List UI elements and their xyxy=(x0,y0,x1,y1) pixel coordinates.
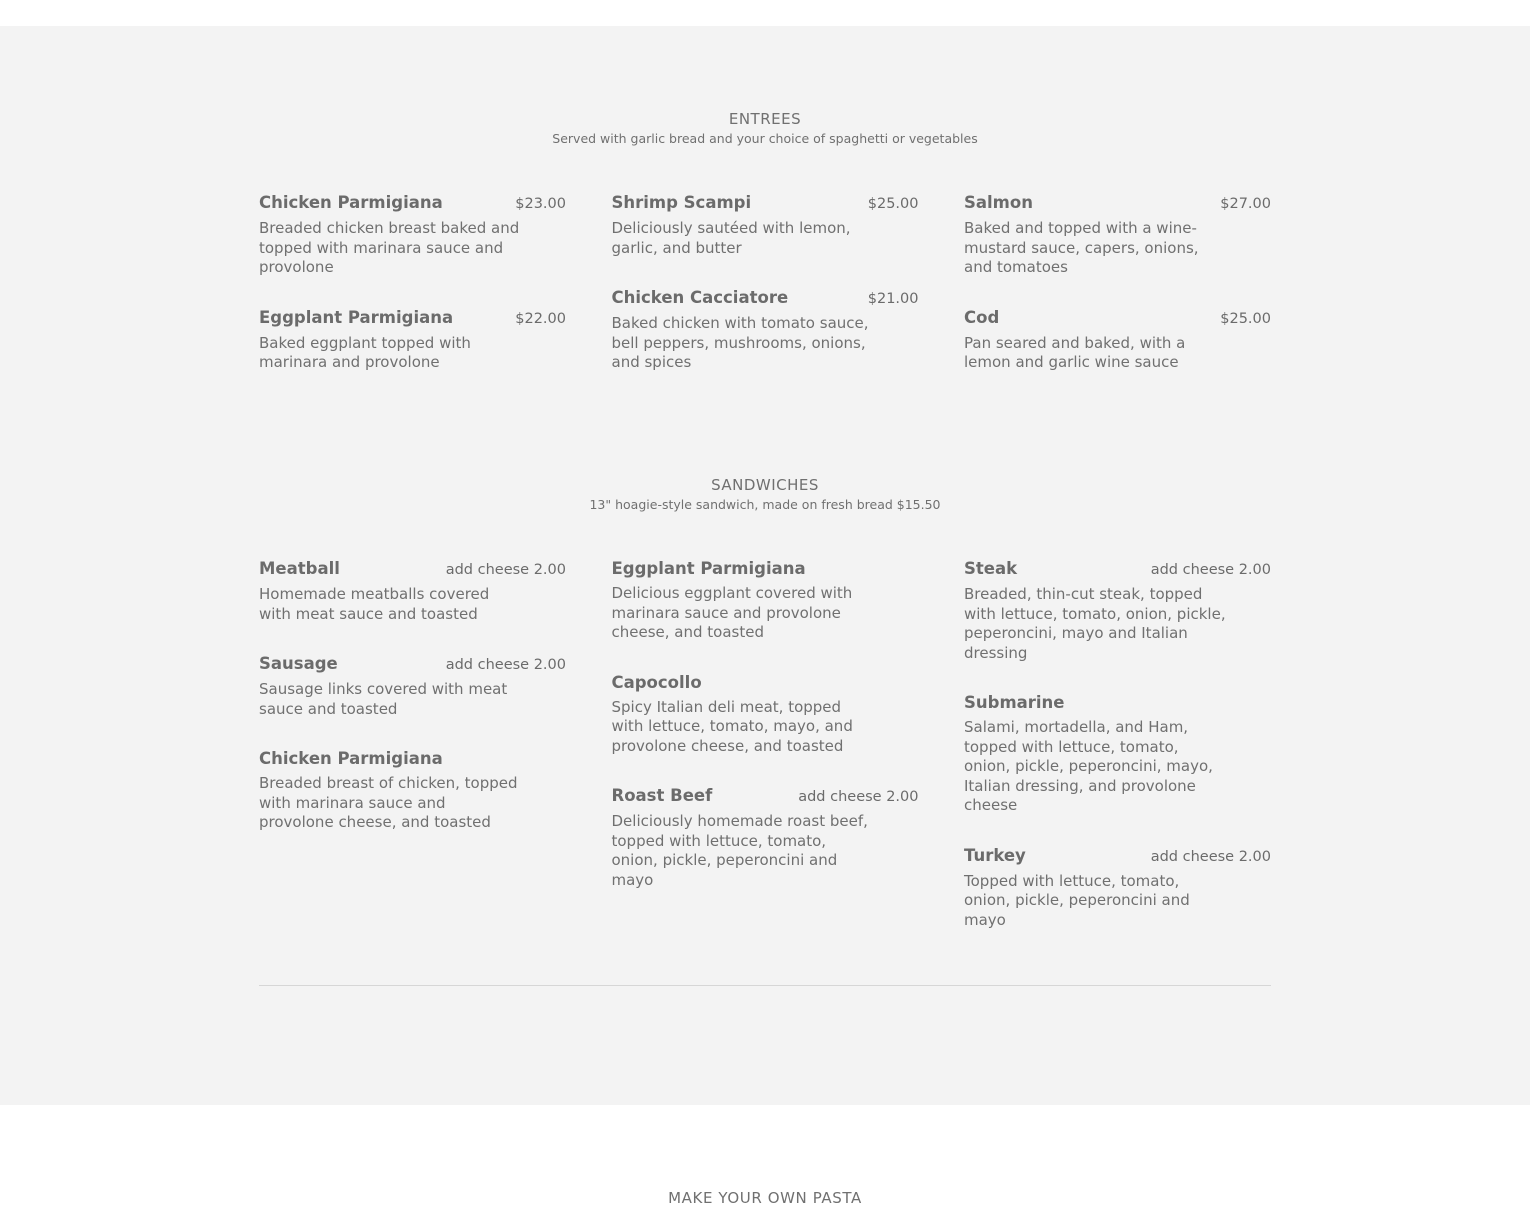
item-description: Sausage links covered with meat sauce and toasted xyxy=(259,680,508,718)
menu-item xyxy=(259,559,566,624)
item-addon: add cheese 2.00 xyxy=(445,657,566,673)
item-price: $23.00 xyxy=(515,196,566,212)
item-name: Chicken Parmigiana xyxy=(259,749,443,768)
entrees-title: ENTREES xyxy=(728,110,802,128)
item-addon: add cheese 2.00 xyxy=(1150,562,1271,578)
sandwiches-header xyxy=(259,476,1271,513)
menu-item xyxy=(259,749,566,833)
menu-item xyxy=(964,308,1271,373)
menu-item xyxy=(612,786,919,890)
sandwiches-section xyxy=(259,476,1271,960)
item-description: Spicy Italian deli meat, topped with lettuce, tomato, mayo, and provolone cheese, and toasted xyxy=(611,697,853,755)
make-your-own-pasta-title: MAKE YOUR OWN PASTA xyxy=(668,1189,862,1207)
menu-item xyxy=(612,673,919,757)
item-description: Baked eggplant topped with marinara and provolone xyxy=(259,333,471,371)
menu-item xyxy=(964,846,1271,931)
item-price: $21.00 xyxy=(867,291,919,307)
entrees-header xyxy=(259,110,1271,147)
entrees-subtitle: Served with garlic bread and your choice of spaghetti or vegetables xyxy=(552,131,978,146)
sandwiches-column-3 xyxy=(964,559,1271,960)
sandwiches-title: SANDWICHES xyxy=(711,476,819,494)
item-name: Steak xyxy=(964,559,1018,578)
item-name: Salmon xyxy=(964,193,1033,212)
item-description: Delicious eggplant covered with marinara sauce and provolone cheese, and toasted xyxy=(611,584,853,641)
item-description: Topped with lettuce, tomato, onion, pickle, peperoncini and mayo xyxy=(964,871,1190,929)
entrees-column-1 xyxy=(259,193,566,403)
menu-item xyxy=(612,288,919,373)
item-price: $22.00 xyxy=(515,310,566,327)
item-description: Salami, mortadella, and Ham, topped with lettuce, tomato, onion, pickle, peperoncini, mayo, Italian dressing, and provolone cheese xyxy=(964,718,1213,814)
item-addon: add cheese 2.00 xyxy=(1150,848,1271,865)
entrees-section xyxy=(259,110,1271,403)
item-name: Eggplant Parmigiana xyxy=(259,307,454,327)
menu-item xyxy=(259,193,566,278)
sandwiches-column-2 xyxy=(612,559,919,960)
menu-item xyxy=(259,654,566,719)
menu-item xyxy=(964,693,1271,816)
item-name: Capocollo xyxy=(611,672,702,692)
item-addon: add cheese 2.00 xyxy=(445,562,566,578)
item-name: Turkey xyxy=(964,845,1026,865)
item-price: $25.00 xyxy=(867,196,919,212)
item-description: Homemade meatballs covered with meat sauce and toasted xyxy=(259,585,490,623)
item-description: Breaded breast of chicken, topped with marinara sauce and provolone cheese, and toasted xyxy=(259,774,518,831)
menu-item xyxy=(964,193,1271,278)
entrees-columns xyxy=(259,193,1271,403)
item-description: Pan seared and baked, with a lemon and garlic wine sauce xyxy=(964,333,1186,371)
menu-item xyxy=(612,193,919,258)
item-name: Meatball xyxy=(259,559,340,578)
menu-item xyxy=(612,559,919,643)
item-description: Deliciously sautéed with lemon, garlic, and butter xyxy=(611,219,851,257)
sandwiches-columns xyxy=(259,559,1271,960)
entrees-column-3 xyxy=(964,193,1271,403)
item-name: Roast Beef xyxy=(611,786,713,805)
item-price: $25.00 xyxy=(1220,310,1271,327)
menu-band xyxy=(0,26,1530,1105)
entrees-column-2 xyxy=(612,193,919,403)
menu-item xyxy=(964,559,1271,663)
item-name: Shrimp Scampi xyxy=(611,193,752,212)
sandwiches-subtitle: 13" hoagie-style sandwich, made on fresh bread $15.50 xyxy=(589,497,941,512)
item-description: Deliciously homemade roast beef, topped with lettuce, tomato, onion, pickle, peperoncini and mayo xyxy=(611,812,868,889)
item-name: Sausage xyxy=(259,654,338,673)
item-description: Baked and topped with a wine-mustard sauce, capers, onions, and tomatoes xyxy=(964,219,1199,276)
sandwiches-column-1 xyxy=(259,559,566,960)
item-name: Submarine xyxy=(964,693,1065,712)
item-description: Baked chicken with tomato sauce, bell peppers, mushrooms, onions, and spices xyxy=(611,314,869,371)
section-divider xyxy=(259,985,1271,986)
top-strip xyxy=(0,0,1530,26)
item-name: Chicken Cacciatore xyxy=(611,288,789,307)
item-name: Chicken Parmigiana xyxy=(259,193,443,212)
item-description: Breaded, thin-cut steak, topped with lettuce, tomato, onion, pickle, peperoncini, mayo and Italian dressing xyxy=(964,585,1226,662)
item-name: Eggplant Parmigiana xyxy=(611,559,806,578)
item-addon: add cheese 2.00 xyxy=(798,789,919,805)
menu-item xyxy=(259,308,566,373)
item-description: Breaded chicken breast baked and topped with marinara sauce and provolone xyxy=(259,219,520,276)
item-price: $27.00 xyxy=(1220,196,1271,212)
item-name: Cod xyxy=(964,307,1000,327)
